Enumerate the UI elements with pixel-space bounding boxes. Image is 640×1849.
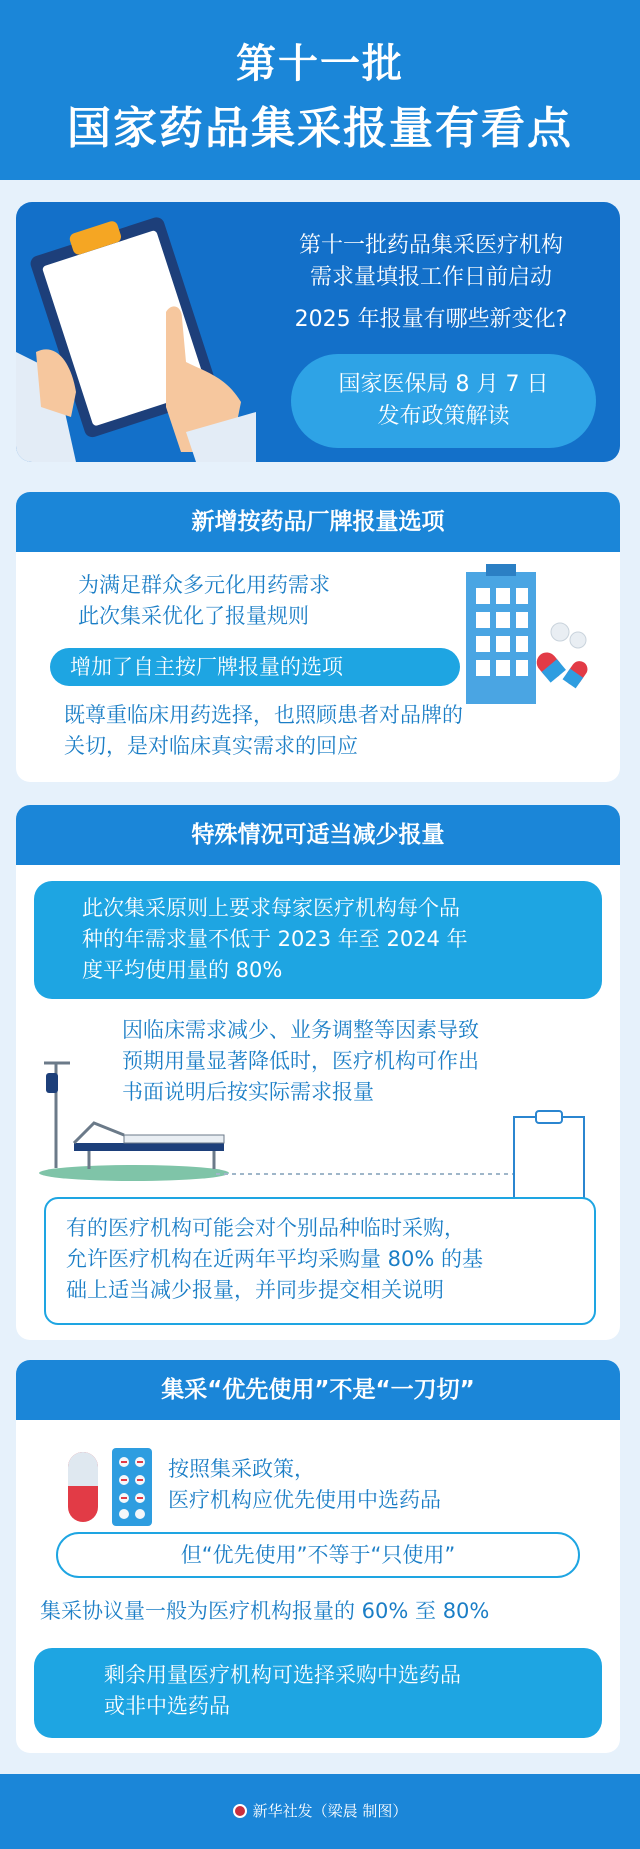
xinhua-logo-icon — [233, 1804, 247, 1818]
section3-pill: 但“优先使用”不等于“只使用” — [56, 1532, 580, 1578]
section2-rule-box — [34, 881, 602, 999]
footer-credit: 新华社发（梁晨 制图） — [252, 1802, 408, 1820]
dashed-connector — [216, 1172, 516, 1176]
section3-box-line1: 剩余用量医疗机构可选择采购中选药品 — [104, 1663, 461, 1687]
section2-p-line2: 预期用量显著降低时，医疗机构可作出 — [122, 1049, 479, 1073]
section3-p1-line2: 医疗机构应优先使用中选药品 — [168, 1488, 441, 1512]
page-title-line2: 国家药品集采报量有看点 — [67, 103, 573, 154]
hospital-pills-icon — [456, 564, 596, 714]
section1-p1-line1: 为满足群众多元化用药需求 — [78, 573, 330, 597]
intro-pill-line1: 国家医保局 8 月 7 日 — [338, 372, 549, 397]
section2-p-line1: 因临床需求减少、业务调整等因素导致 — [122, 1018, 479, 1042]
page-title-line1: 第十一批 — [236, 41, 404, 87]
section3-p1-line1: 按照集采政策， — [168, 1457, 315, 1481]
section2-title: 特殊情况可适当减少报量 — [16, 805, 620, 865]
section1-p2-line2: 关切，是对临床真实需求的回应 — [64, 734, 358, 758]
section2-box-line2: 种的年需求量不低于 2023 年至 2024 年 — [82, 927, 468, 951]
intro-text-line1: 第十一批药品集采医疗机构 — [298, 233, 563, 258]
section-priority-use — [16, 1360, 620, 1753]
section2-p-line3: 书面说明后按实际需求报量 — [122, 1080, 374, 1104]
intro-pill-line2: 发布政策解读 — [377, 404, 510, 429]
hospital-bed-icon — [34, 1043, 234, 1183]
capsule-blister-icon — [64, 1448, 174, 1528]
section3-box-line2: 或非中选药品 — [104, 1694, 230, 1718]
section2-box-line1: 此次集采原则上要求每家医疗机构每个品 — [82, 896, 460, 920]
section2-box-line3: 度平均使用量的 80% — [82, 958, 283, 982]
section1-p1-line2: 此次集采优化了报量规则 — [78, 604, 309, 628]
section-brand-option — [16, 492, 620, 782]
intro-text-line2: 需求量填报工作日前启动 — [309, 265, 552, 290]
intro-card — [16, 202, 620, 462]
section2-outline-box — [44, 1197, 596, 1325]
section3-title: 集采“优先使用”不是“一刀切” — [16, 1360, 620, 1420]
section3-box — [34, 1648, 602, 1738]
page-header — [0, 0, 640, 180]
clipboard-hands-illustration — [16, 202, 256, 462]
section1-highlight: 增加了自主按厂牌报量的选项 — [50, 648, 460, 686]
section2-outline-line1: 有的医疗机构可能会对个别品种临时采购， — [66, 1216, 465, 1240]
section1-p2-line1: 既尊重临床用药选择，也照顾患者对品牌的 — [64, 703, 463, 727]
section1-title: 新增按药品厂牌报量选项 — [16, 492, 620, 552]
section2-outline-line2: 允许医疗机构在近两年平均采购量 80% 的基 — [66, 1247, 484, 1271]
section-reduce-quantity — [16, 805, 620, 1340]
section3-p2: 集采协议量一般为医疗机构报量的 60% 至 80% — [40, 1599, 490, 1623]
section2-outline-line3: 础上适当减少报量，并同步提交相关说明 — [66, 1278, 444, 1302]
page-footer — [0, 1774, 640, 1849]
document-icon — [512, 1109, 588, 1205]
intro-question: 2025 年报量有哪些新变化? — [294, 307, 568, 332]
intro-pill — [291, 354, 596, 448]
